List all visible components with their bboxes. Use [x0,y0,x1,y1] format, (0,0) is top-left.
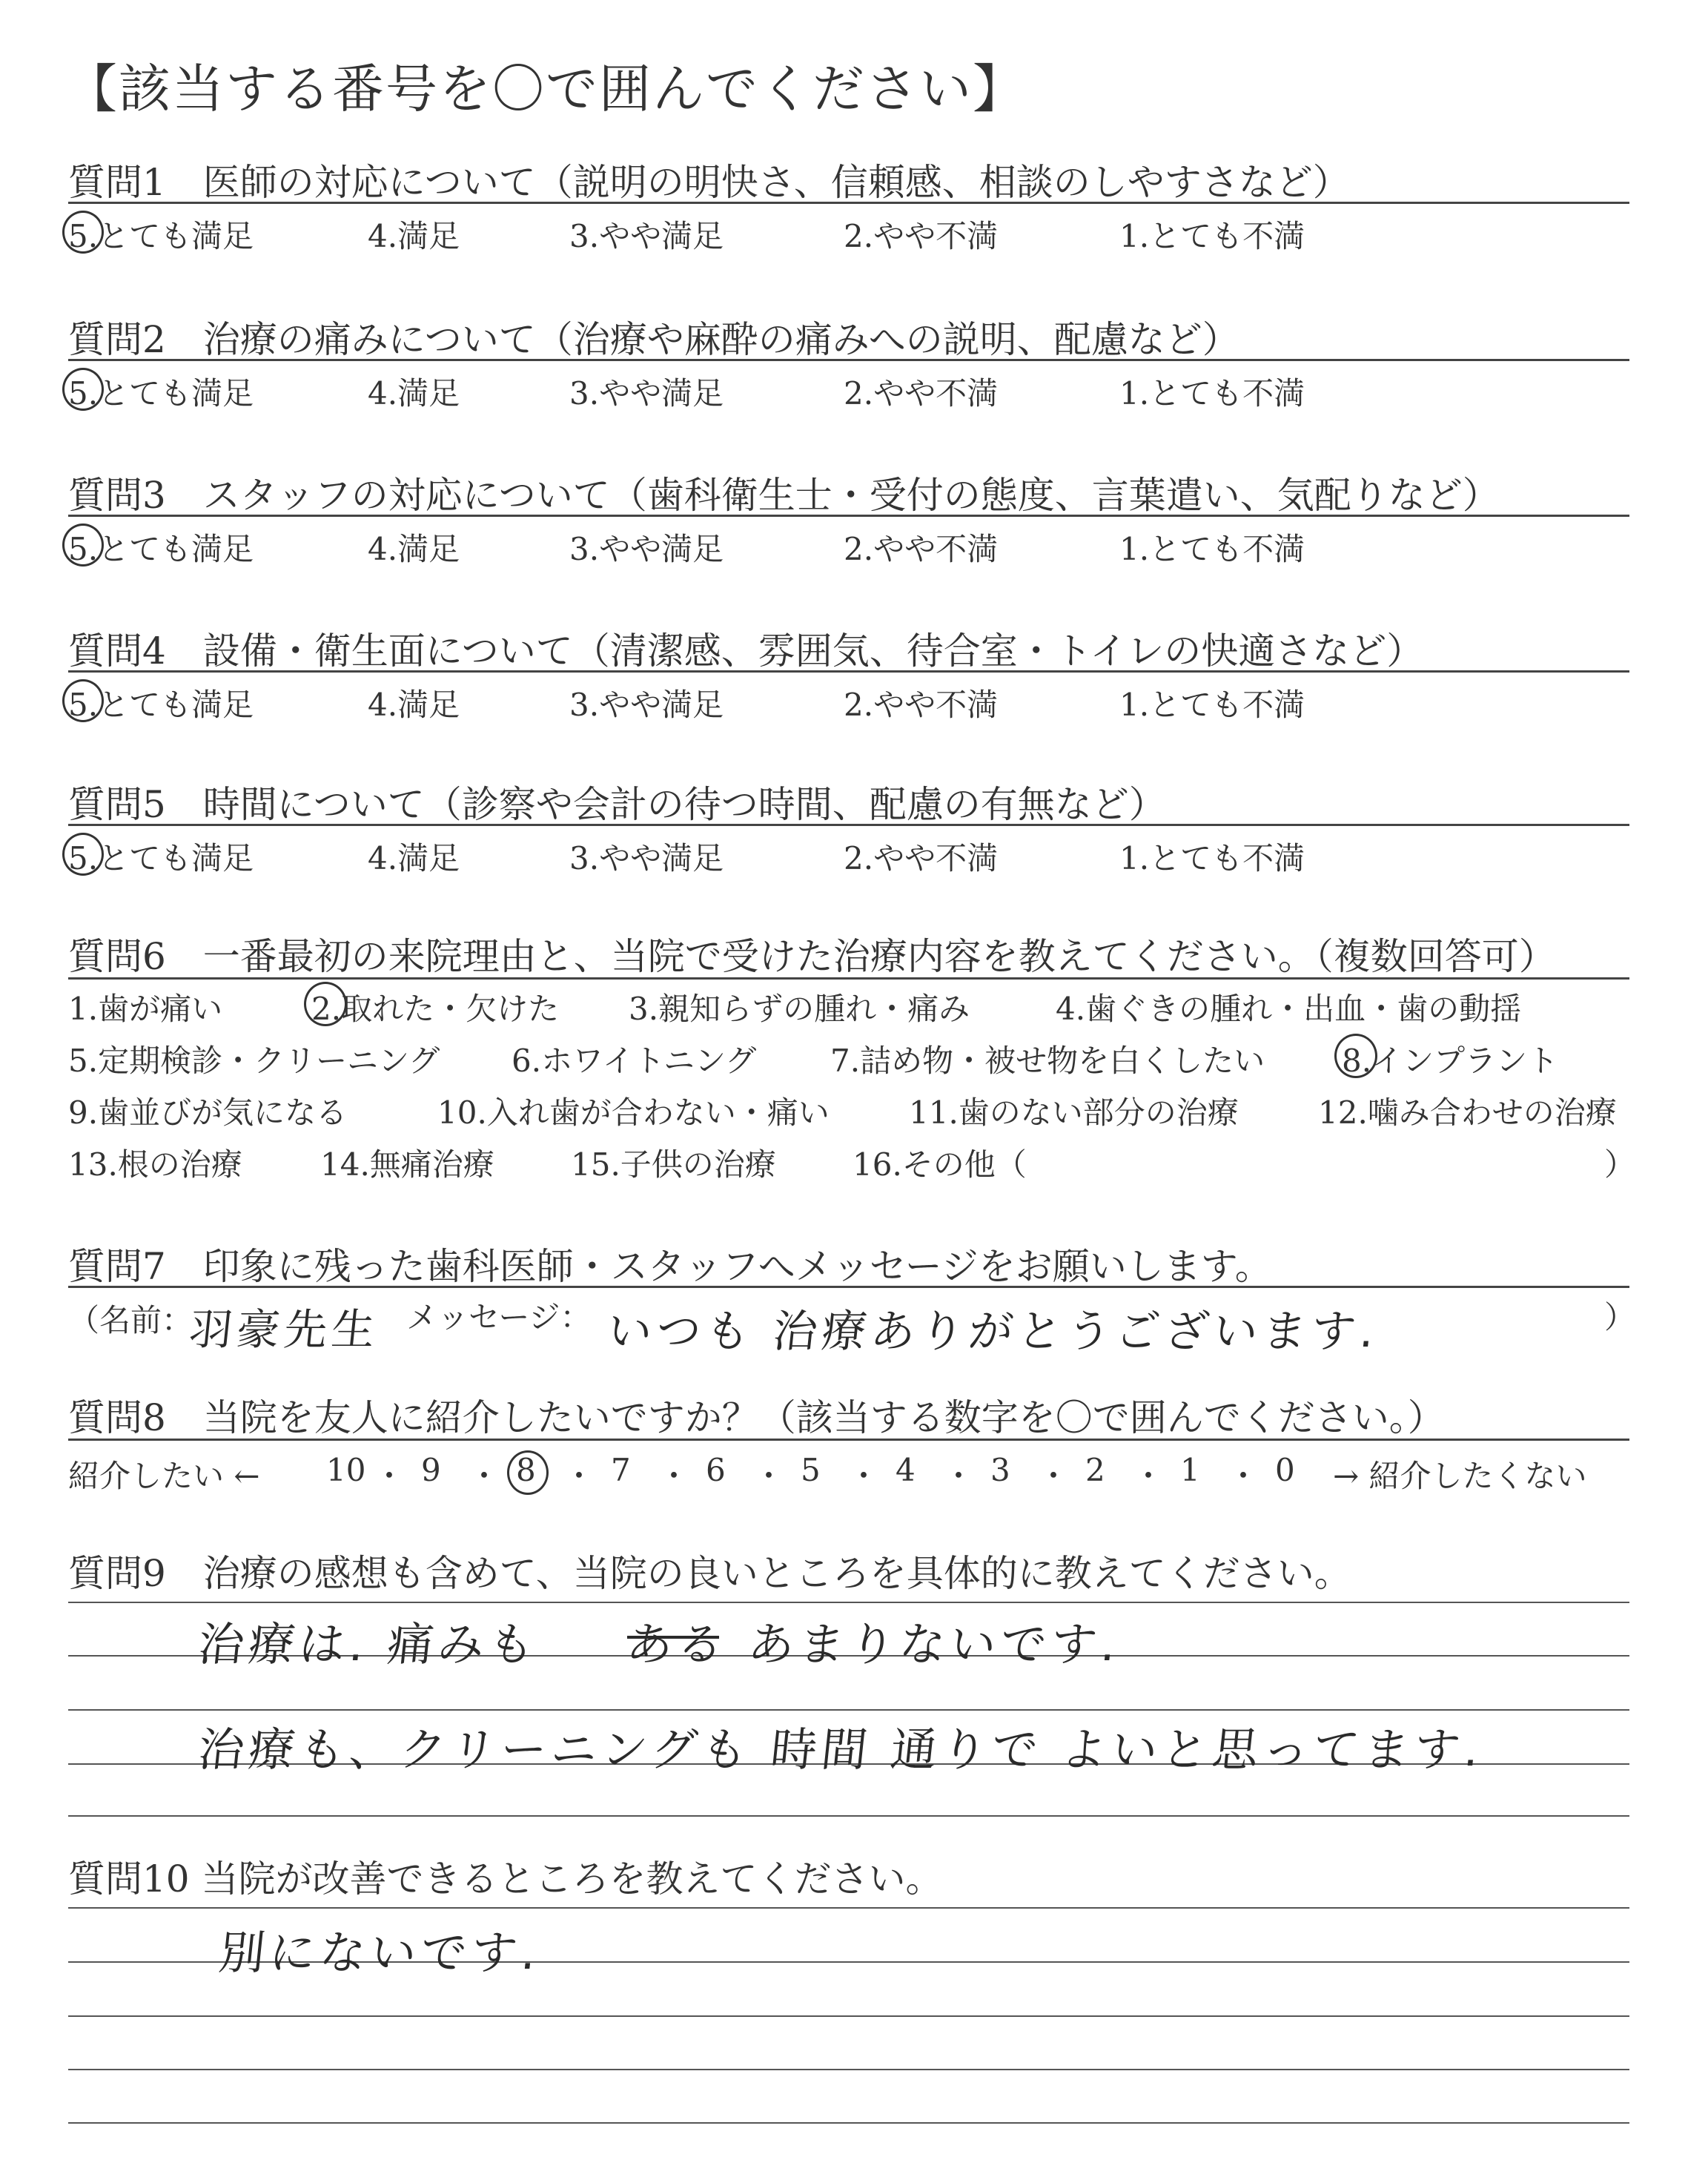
q8-scale-value[interactable]: 8 [516,1452,536,1488]
q6-option[interactable]: 4.歯ぐきの腫れ・出血・歯の動揺 [1056,991,1522,1027]
selected-circle-mark [62,524,104,567]
selected-circle-mark [304,982,347,1026]
question-2-title: 質問2 治療の痛みについて（治療や麻酔の痛みへの説明、配慮など） [68,318,1239,361]
selected-circle-mark [62,679,104,722]
question-1-rule [68,202,1629,204]
q6-option[interactable]: 10.入れ歯が合わない・痛い [437,1094,830,1131]
q8-scale-value[interactable]: 10 [326,1452,366,1488]
q8-scale-value[interactable]: 2 [1085,1452,1105,1488]
q6-option[interactable]: 13.根の治療 [68,1146,242,1183]
q8-separator: ・ [1133,1458,1165,1494]
rating-option[interactable]: 3.やや満足 [569,531,724,567]
question-6-rule [68,977,1629,980]
q8-separator: ・ [374,1458,406,1494]
q8-separator: ・ [1228,1458,1260,1494]
rating-option[interactable]: 4.満足 [368,840,460,876]
q6-option[interactable]: 12.噛み合わせの治療 [1318,1094,1617,1131]
page-title: 【該当する番号を〇で囲んでください】 [65,59,1026,119]
q7-name-label: （名前： [68,1302,193,1338]
q8-scale-value[interactable]: 7 [611,1452,631,1488]
rating-option[interactable]: 3.やや満足 [569,218,724,254]
question-5-rule [68,824,1629,826]
q9-answer-line1-rest[interactable]: あまりないです. [745,1617,1124,1671]
rating-option[interactable]: 2.やや不満 [844,687,999,723]
question-3-title: 質問3 スタッフの対応について（歯科衛生士・受付の態度、言葉遣い、気配りなど） [68,474,1500,517]
q8-separator: ・ [658,1458,690,1494]
question-7-title: 質問7 印象に残った歯科医師・スタッフへメッセージをお願いします。 [68,1245,1272,1288]
q6-option[interactable]: 6.ホワイトニング [512,1043,757,1079]
question-3-rule [68,515,1629,517]
q10-answer-line [68,2122,1629,2124]
rating-option[interactable]: 2.やや不満 [844,375,999,412]
q6-option[interactable]: 2.取れた・欠けた [311,991,560,1027]
q8-right-label: → 紹介したくない [1333,1458,1587,1494]
q6-option[interactable]: 1.歯が痛い [68,991,223,1027]
rating-option[interactable]: 3.やや満足 [569,687,724,723]
rating-option[interactable]: 3.やや満足 [569,840,724,876]
q10-answer-line [68,2015,1629,2017]
rating-option[interactable]: 5.とても満足 [68,375,254,412]
q8-scale-value[interactable]: 5 [801,1452,821,1488]
rating-option[interactable]: 1.とても不満 [1119,375,1305,412]
q6-option[interactable]: 9.歯並びが気になる [68,1094,348,1131]
rating-option[interactable]: 5.とても満足 [68,531,254,567]
q8-scale-value[interactable]: 3 [990,1452,1010,1488]
q8-left-label: 紹介したい ← [68,1458,260,1494]
rating-option[interactable]: 1.とても不満 [1119,687,1305,723]
q8-scale-value[interactable]: 9 [421,1452,441,1488]
q8-scale-value[interactable]: 6 [706,1452,726,1488]
q8-scale-value[interactable]: 0 [1275,1452,1295,1488]
rating-option[interactable]: 5.とても満足 [68,840,254,876]
q6-option[interactable]: 15.子供の治療 [571,1146,776,1183]
rating-option[interactable]: 5.とても満足 [68,218,254,254]
rating-option[interactable]: 2.やや不満 [844,531,999,567]
rating-option[interactable]: 2.やや不満 [844,218,999,254]
question-2-rule [68,359,1629,361]
rating-option[interactable]: 1.とても不満 [1119,218,1305,254]
rating-option[interactable]: 4.満足 [368,687,460,723]
q10-answer-line [68,2069,1629,2070]
q8-separator: ・ [943,1458,975,1494]
question-9-title: 質問9 治療の感想も含めて、当院の良いところを具体的に教えてください。 [68,1552,1351,1595]
q9-answer-struck: ある [623,1617,731,1671]
question-1-title: 質問1 医師の対応について（説明の明快さ、信頼感、相談のしやすさなど） [68,161,1350,204]
q8-separator: ・ [1038,1458,1070,1494]
q8-separator: ・ [848,1458,880,1494]
q7-handwritten-message[interactable]: いつも 治療ありがとうございます. [604,1306,1382,1358]
selected-circle-mark [507,1450,549,1495]
rating-option[interactable]: 4.満足 [368,375,460,412]
q8-separator: ・ [753,1458,785,1494]
q6-close-paren: ） [1604,1146,1636,1183]
q6-option[interactable]: 7.詰め物・被せ物を白くしたい [830,1043,1265,1079]
strikethrough-mark [627,1636,719,1639]
q9-answer-line [68,1602,1629,1603]
q6-option[interactable]: 16.その他（ [853,1146,1027,1183]
question-6-title: 質問6 一番最初の来院理由と、当院で受けた治療内容を教えてください。（複数回答可） [68,935,1556,978]
rating-option[interactable]: 4.満足 [368,531,460,567]
q9-answer-line [68,1709,1629,1711]
rating-option[interactable]: 4.満足 [368,218,460,254]
q6-option[interactable]: 11.歯のない部分の治療 [909,1094,1239,1131]
q7-handwritten-name[interactable]: 羽豪先生 [186,1304,383,1355]
rating-option[interactable]: 1.とても不満 [1119,531,1305,567]
rating-option[interactable]: 1.とても不満 [1119,840,1305,876]
question-5-title: 質問5 時間について（診察や会計の待つ時間、配慮の有無など） [68,783,1166,826]
selected-circle-mark [62,211,104,254]
selected-circle-mark [1334,1034,1377,1078]
q6-option[interactable]: 8.インプラント [1342,1043,1559,1079]
q6-option[interactable]: 5.定期検診・クリーニング [68,1043,440,1079]
q8-scale-value[interactable]: 4 [896,1452,916,1488]
q9-answer-line2[interactable]: 治療も、クリーニングも 時間 通りで よいと思ってます. [195,1723,1486,1777]
q6-option[interactable]: 14.無痛治療 [320,1146,494,1183]
question-4-title: 質問4 設備・衛生面について（清潔感、雰囲気、待合室・トイレの快適さなど） [68,630,1424,673]
q8-separator: ・ [563,1458,595,1494]
q8-separator: ・ [469,1458,500,1494]
selected-circle-mark [62,368,104,411]
q8-scale-value[interactable]: 1 [1180,1452,1200,1488]
q9-answer-line1[interactable]: 治療は. 痛みも [195,1617,542,1671]
q7-close-paren: ） [1604,1299,1636,1335]
q10-answer[interactable]: 別にないです. [216,1926,544,1980]
q9-answer-line [68,1815,1629,1817]
question-8-title: 質問8 当院を友人に紹介したいですか？（該当する数字を〇で囲んでください。） [68,1396,1445,1439]
selected-circle-mark [62,833,104,876]
question-4-rule [68,670,1629,673]
q6-option[interactable]: 3.親知らずの腫れ・痛み [629,991,970,1027]
question-7-rule [68,1286,1629,1288]
q7-message-label: メッセージ： [406,1299,592,1335]
question-10-title: 質問10 当院が改善できるところを教えてください。 [68,1857,943,1900]
rating-option[interactable]: 5.とても満足 [68,687,254,723]
rating-option[interactable]: 3.やや満足 [569,375,724,412]
q10-answer-line [68,1907,1629,1909]
question-8-rule [68,1439,1629,1441]
rating-option[interactable]: 2.やや不満 [844,840,999,876]
